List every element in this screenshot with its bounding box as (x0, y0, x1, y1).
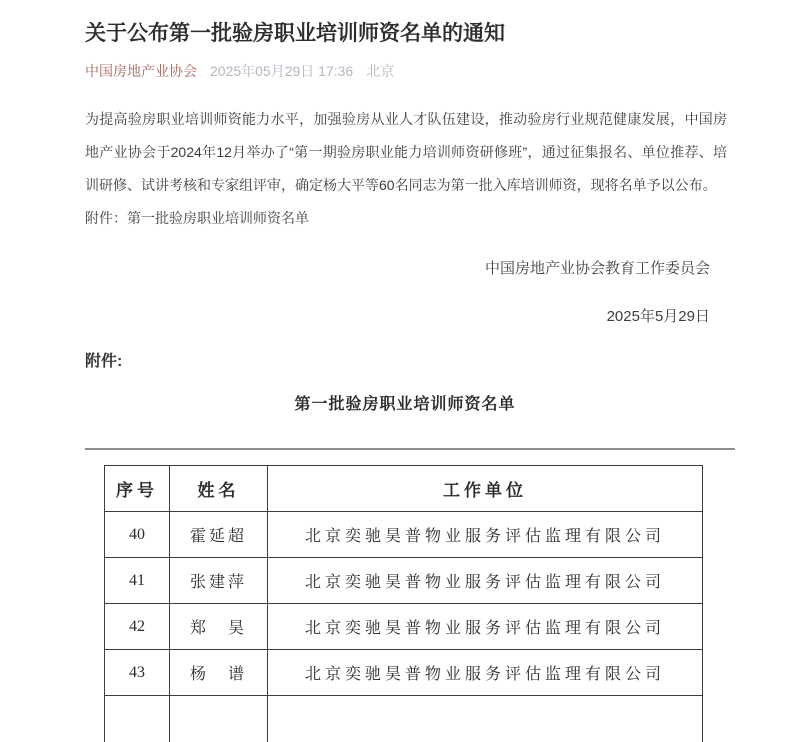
table-row (105, 512, 703, 558)
cell-no: 42 (105, 604, 170, 650)
cell-org: 北京奕驰昊普物业服务评估监理有限公司 (268, 512, 703, 558)
publish-date: 2025年05月29日 17:36 (210, 63, 354, 79)
cell-no: 43 (105, 650, 170, 696)
notice-body-paragraph: 为提高验房职业培训师资能力水平，加强验房从业人才队伍建设，推动验房行业规范健康发展，中国房地产业协会于2024年12月举办了“第一期验房职业能力培训师资研修班”，通过征集报名、单位推荐、培训研修、试讲考核和专家组评审，确定杨大平等60名同志为第一批入库培训师资，现将名单予以公布。 (85, 111, 727, 193)
cell-no: 40 (105, 512, 170, 558)
cell-name: 郑 昊 (170, 604, 268, 650)
cell-name: 杨 谱 (170, 650, 268, 696)
horizontal-rule (85, 448, 735, 450)
source-account-link[interactable]: 中国房地产业协会 (85, 63, 197, 79)
table-row (105, 558, 703, 604)
publish-location: 北京 (366, 63, 395, 79)
cell-name: 张建萍 (170, 558, 268, 604)
cell-org: 北京奕驰昊普物业服务评估监理有限公司 (268, 650, 703, 696)
article-title: 关于公布第一批验房职业培训师资名单的通知 (85, 22, 505, 45)
issue-date: 2025年5月29日 (606, 308, 710, 325)
cell-name: 霍延超 (170, 512, 268, 558)
column-header-name: 姓名 (170, 466, 268, 512)
cell-no: 41 (105, 558, 170, 604)
cell-org: 北京奕驰昊普物业服务评估监理有限公司 (268, 558, 703, 604)
attachment-section-label: 附件: (85, 353, 123, 370)
cell-no-empty (105, 696, 170, 742)
trainer-table-body (105, 512, 703, 742)
table-row (105, 604, 703, 650)
cell-org: 北京奕驰昊普物业服务评估监理有限公司 (268, 604, 703, 650)
cell-org-empty (268, 696, 703, 742)
column-header-no: 序号 (105, 466, 170, 512)
issuing-organization: 中国房地产业协会教育工作委员会 (484, 260, 710, 277)
byline (85, 62, 735, 80)
column-header-org: 工作单位 (268, 466, 703, 512)
table-row-partial (105, 696, 703, 742)
cell-name-empty (170, 696, 268, 742)
table-header-row (105, 466, 703, 512)
attachment-reference-line: 附件：第一批验房职业培训师资名单 (85, 210, 309, 226)
trainer-list-table (104, 465, 703, 742)
attachment-table-title: 第一批验房职业培训师资名单 (294, 396, 516, 413)
table-row (105, 650, 703, 696)
